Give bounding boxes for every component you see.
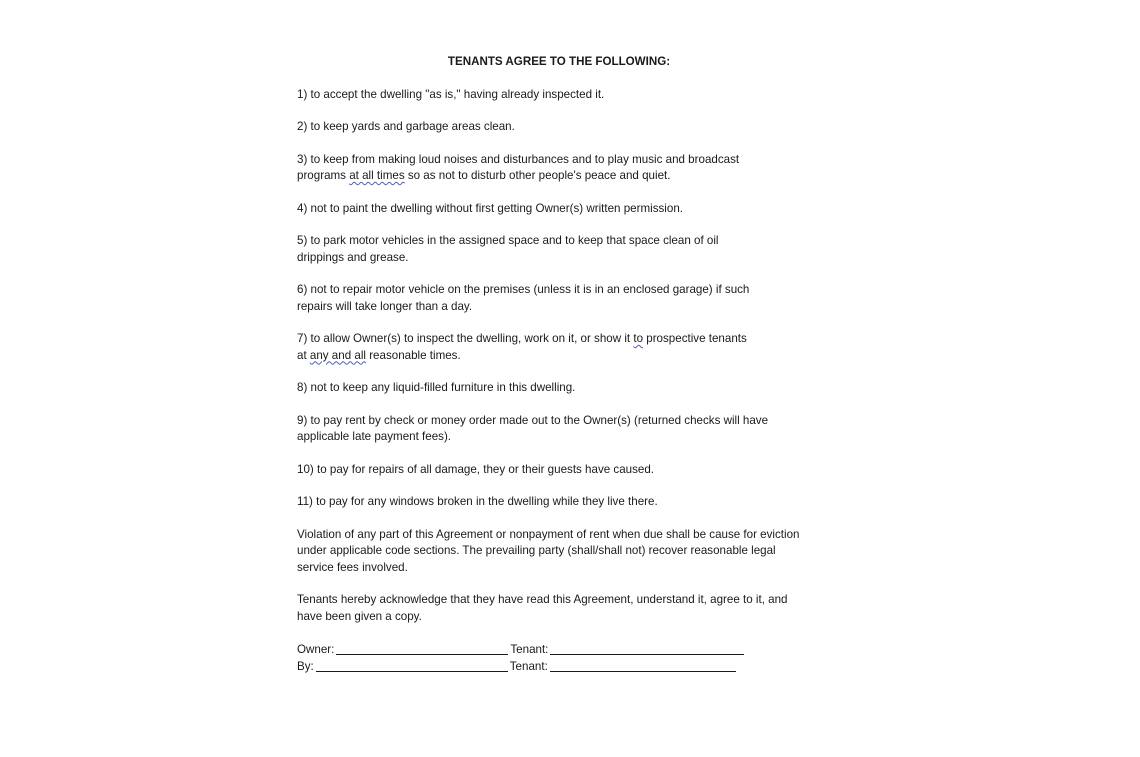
signature-row-by [297, 658, 817, 675]
clause-8: 8) not to keep any liquid-filled furniture in this dwelling. [297, 381, 576, 394]
clause-2: 2) to keep yards and garbage areas clean. [297, 120, 515, 133]
owner-signature-line[interactable] [336, 642, 508, 655]
clause-3-flagged-phrase: at all times [349, 169, 405, 182]
owner-label: Owner: [297, 642, 335, 656]
page-title: TENANTS AGREE TO THE FOLLOWING: [447, 55, 671, 68]
signature-row-owner [297, 641, 817, 658]
clause-3-text-end: so as not to disturb other people's peace and quiet. [404, 169, 671, 182]
clause-7-flagged-word: to [633, 332, 644, 345]
clause-3-text-start: 3) to keep from making loud noises and disturbances and to play music and broadcast programs [297, 152, 740, 182]
clause-7-text-end: reasonable times. [365, 348, 461, 362]
clause-10: 10) to pay for repairs of all damage, they or their guests have caused. [297, 462, 655, 476]
clause-7-flagged-phrase: any and all [309, 348, 366, 362]
by-signature-line[interactable] [316, 659, 508, 672]
acknowledgement-paragraph: Tenants hereby acknowledge that they have read this Agreement, understand it, agree to it, and have been given a copy. [297, 593, 788, 623]
clause-9: 9) to pay rent by check or money order made out to the Owner(s) (returned checks will have applicable late payment fees). [297, 413, 769, 443]
clause-4: 4) not to paint the dwelling without first getting Owner(s) written permission. [297, 201, 683, 215]
clause-7-text-start: 7) to allow Owner(s) to inspect the dwelling, work on it, or show it [297, 332, 634, 345]
clause-7-text-middle: prospective tenants at [297, 332, 747, 362]
tenant-label-1: Tenant: [510, 642, 549, 656]
by-label: By: [297, 659, 314, 673]
clause-3 [297, 152, 777, 185]
clause-6: 6) not to repair motor vehicle on the premises (unless it is in an enclosed garage) if such repairs will take longer than a day. [297, 283, 750, 313]
clause-1: 1) to accept the dwelling "as is," having already inspected it. [297, 87, 605, 101]
clause-5: 5) to park motor vehicles in the assigned space and to keep that space clean of oil drippings and grease. [297, 234, 719, 264]
clause-11: 11) to pay for any windows broken in the dwelling while they live there. [297, 495, 658, 508]
tenant-1-signature-line[interactable] [550, 642, 744, 655]
tenant-2-signature-line[interactable] [550, 659, 736, 672]
lease-terms [297, 54, 817, 675]
tenant-label-2: Tenant: [509, 659, 548, 673]
violation-paragraph: Violation of any part of this Agreement or nonpayment of rent when due shall be cause for eviction under applicable code sections. The prevailing party (shall/shall not) recover reasonable legal service fees involved. [297, 527, 800, 574]
clause-7 [297, 331, 757, 364]
